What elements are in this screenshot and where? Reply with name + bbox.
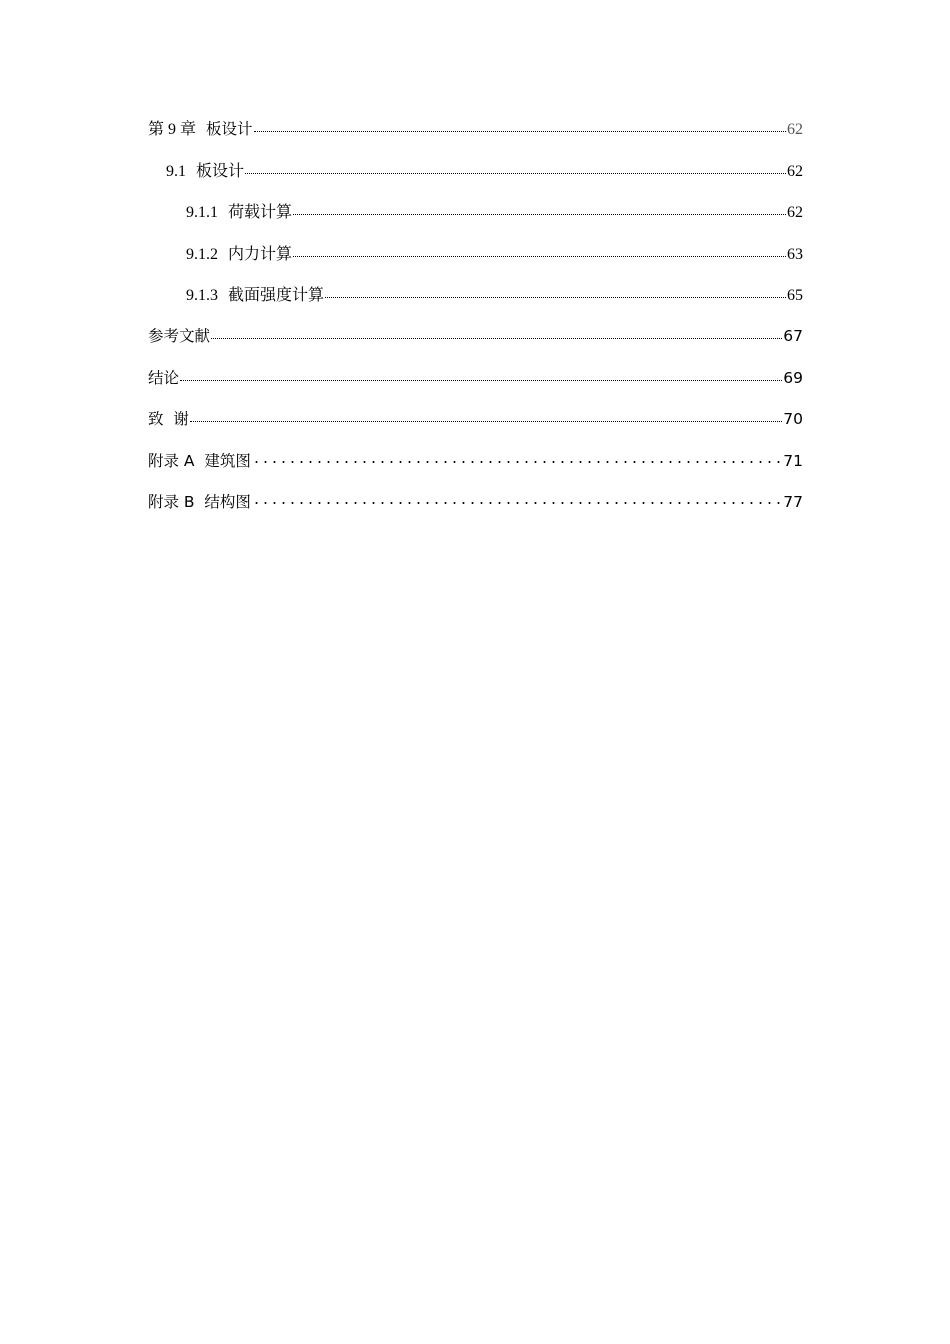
toc-entry-number: 9.1 (166, 162, 186, 180)
toc-entry-page: 62 (787, 204, 803, 222)
toc-entry-page: 62 (787, 121, 803, 138)
toc-entry-title: 附录 A 建筑图 (148, 451, 251, 470)
toc-entry-page: 77 (783, 493, 803, 512)
toc-entry-chapter-9[interactable] (148, 116, 803, 158)
toc-dot-leader (245, 160, 786, 176)
toc-entry-9-1-1[interactable] (148, 199, 803, 241)
toc-entry-title: 截面强度计算 (228, 287, 325, 305)
table-of-contents (148, 116, 803, 532)
toc-entry-9-1[interactable] (148, 158, 803, 200)
toc-entry-title: 附录 B 结构图 (148, 493, 251, 512)
toc-entry-title: 板设计 (206, 120, 253, 138)
toc-entry-page: 62 (787, 162, 803, 180)
toc-entry-conclusion[interactable] (148, 366, 803, 408)
toc-dot-leader (211, 325, 782, 341)
toc-entry-title: 板设计 (196, 162, 245, 180)
toc-dot-leader (252, 450, 782, 466)
toc-dot-leader (293, 201, 786, 217)
toc-dot-leader (254, 118, 786, 134)
toc-entry-title: 内力计算 (228, 245, 293, 263)
toc-entry-appendix-b[interactable] (148, 490, 803, 532)
toc-entry-references[interactable] (148, 324, 803, 366)
toc-dot-leader (252, 492, 782, 508)
toc-entry-acknowledgements[interactable] (148, 407, 803, 449)
toc-entry-number: 第 9 章 (148, 121, 197, 138)
toc-entry-9-1-3[interactable] (148, 282, 803, 324)
toc-entry-number: 9.1.3 (186, 287, 218, 305)
toc-entry-9-1-2[interactable] (148, 241, 803, 283)
toc-entry-number: 9.1.1 (186, 204, 218, 222)
toc-dot-leader (180, 367, 782, 383)
toc-entry-number: 9.1.2 (186, 245, 218, 263)
toc-entry-title: 结论 (148, 368, 180, 387)
toc-entry-page: 69 (783, 368, 803, 387)
toc-entry-title: 致 谢 (148, 410, 189, 429)
toc-dot-leader (190, 409, 782, 425)
toc-entry-appendix-a[interactable] (148, 449, 803, 491)
toc-entry-page: 63 (787, 245, 803, 263)
toc-entry-title: 荷载计算 (228, 204, 293, 222)
toc-dot-leader (325, 284, 786, 300)
toc-entry-title: 参考文献 (148, 326, 211, 345)
toc-entry-page: 70 (783, 410, 803, 429)
toc-entry-page: 67 (783, 326, 803, 345)
toc-dot-leader (293, 243, 786, 259)
toc-entry-page: 65 (787, 287, 803, 305)
toc-entry-page: 71 (783, 451, 803, 470)
